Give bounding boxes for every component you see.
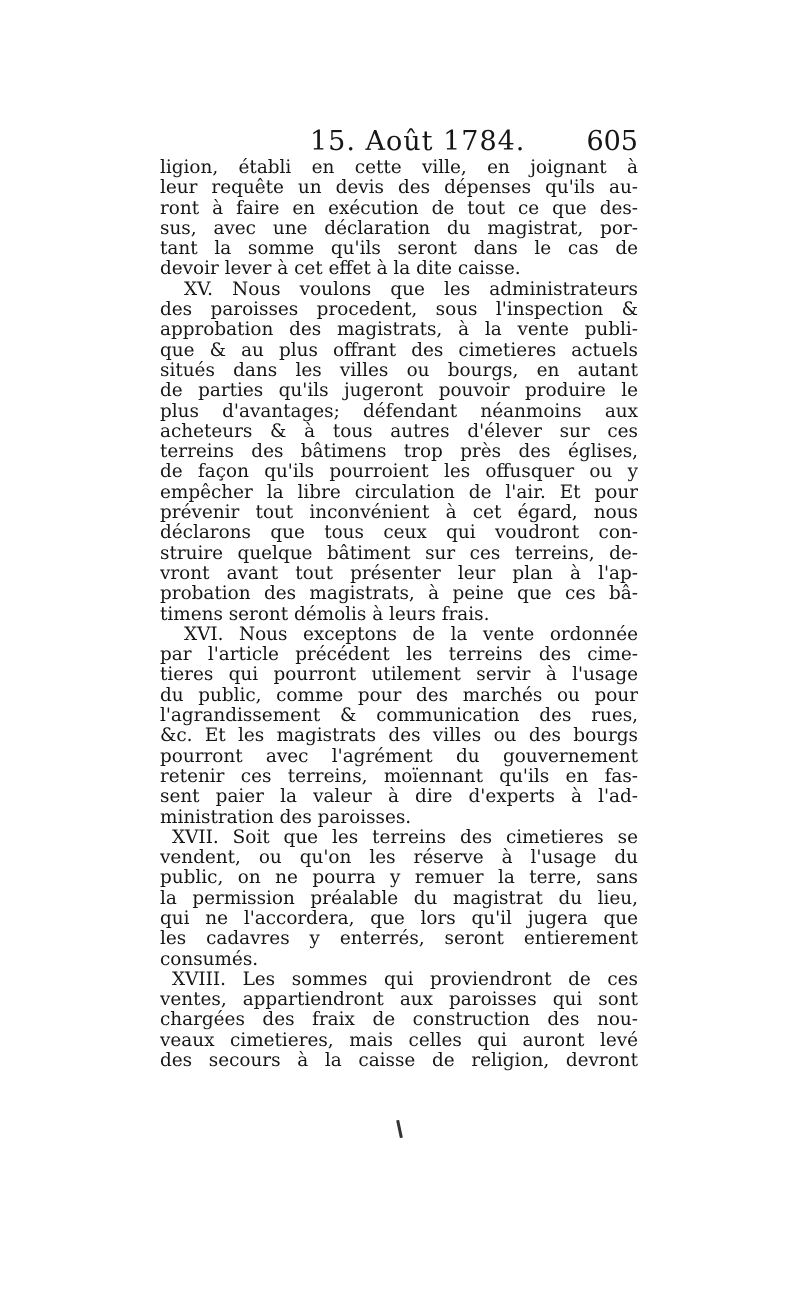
article-xv-start: XV. Nous voulons que les administrateurs bbox=[184, 279, 638, 300]
text-line: tieres qui pourront utilement servir à l'usage bbox=[160, 665, 638, 686]
text-line: l'agrandissement & communication des rues, bbox=[160, 706, 638, 727]
text-line: ligion, établi en cette ville, en joignant à bbox=[160, 158, 638, 178]
body-text bbox=[160, 158, 638, 1071]
text-line: vendent, ou qu'on les réserve à l'usage du bbox=[160, 848, 638, 869]
article-xvi-start: XVI. Nous exceptons de la vente ordonnée bbox=[184, 624, 638, 645]
text-line: empêcher la libre circulation de l'air. Et pour bbox=[160, 482, 638, 503]
article-xviii-start: XVIII. Les sommes qui proviendront de ces bbox=[172, 969, 638, 990]
text-line: retenir ces terreins, moïennant qu'ils en fas- bbox=[160, 766, 638, 787]
text-line: timens seront démolis à leurs frais. bbox=[160, 604, 490, 625]
running-head-date: 15. Août 1784. bbox=[310, 126, 526, 157]
text-line: les cadavres y enterrés, seront entierement bbox=[160, 929, 638, 950]
text-line: tant la somme qu'ils seront dans le cas de bbox=[160, 239, 638, 260]
text-line: public, on ne pourra y remuer la terre, sans bbox=[160, 868, 638, 889]
text-line: struire quelque bâtiment sur ces terreins, de- bbox=[160, 543, 638, 564]
text-line: sent paier la valeur à dire d'experts à l'ad- bbox=[160, 787, 638, 808]
text-line: veaux cimetieres, mais celles qui auront levé bbox=[160, 1030, 638, 1051]
text-line: prévenir tout inconvénient à cet égard, nous bbox=[160, 503, 638, 524]
ink-mark bbox=[396, 1120, 403, 1138]
text-line: approbation des magistrats, à la vente publi- bbox=[160, 320, 638, 341]
text-line: de parties qu'ils jugeront pouvoir produire le bbox=[160, 381, 638, 402]
text-line: leur requête un devis des dépenses qu'ils au- bbox=[160, 178, 638, 199]
text-line: vront avant tout présenter leur plan à l'ap- bbox=[160, 563, 638, 584]
text-line: acheteurs & à tous autres d'élever sur ces bbox=[160, 421, 638, 442]
text-line: que & au plus offrant des cimetieres actuels bbox=[160, 340, 638, 361]
text-line: situés dans les villes ou bourgs, en autant bbox=[160, 360, 638, 381]
text-line: devoir lever à cet effet à la dite caisse. bbox=[160, 259, 521, 280]
text-line: la permission préalable du magistrat du lieu, bbox=[160, 888, 638, 909]
text-line: terreins des bâtimens trop près des églises, bbox=[160, 442, 638, 463]
text-line: déclarons que tous ceux qui voudront con- bbox=[160, 523, 638, 544]
text-line: du public, comme pour des marchés ou pour bbox=[160, 685, 638, 706]
article-xvii-start: XVII. Soit que les terreins des cimetieres se bbox=[172, 827, 638, 848]
text-line: ventes, appartiendront aux paroisses qui sont bbox=[160, 990, 638, 1011]
text-line: des paroisses procedent, sous l'inspection & bbox=[160, 300, 638, 321]
page-number: 605 bbox=[586, 126, 638, 157]
text-line: de façon qu'ils pourroient les offusquer ou y bbox=[160, 462, 638, 483]
text-line: pourront avec l'agrément du gouvernement bbox=[160, 746, 638, 767]
text-line: des secours à la caisse de religion, devront bbox=[160, 1051, 638, 1072]
text-line: ministration des paroisses. bbox=[160, 807, 412, 828]
text-line: qui ne l'accordera, que lors qu'il jugera que bbox=[160, 908, 638, 929]
text-line: sus, avec une déclaration du magistrat, por- bbox=[160, 218, 638, 239]
text-line: ront à faire en exécution de tout ce que des- bbox=[160, 198, 638, 219]
text-line: &c. Et les magistrats des villes ou des bourgs bbox=[160, 726, 638, 747]
text-line: consumés. bbox=[160, 949, 259, 970]
text-line: par l'article précédent les terreins des cime- bbox=[160, 645, 638, 666]
text-line: plus d'avantages; défendant néanmoins aux bbox=[160, 401, 638, 422]
text-line: probation des magistrats, à peine que ces bâ- bbox=[160, 584, 638, 605]
text-line: chargées des fraix de construction des nou- bbox=[160, 1010, 638, 1031]
